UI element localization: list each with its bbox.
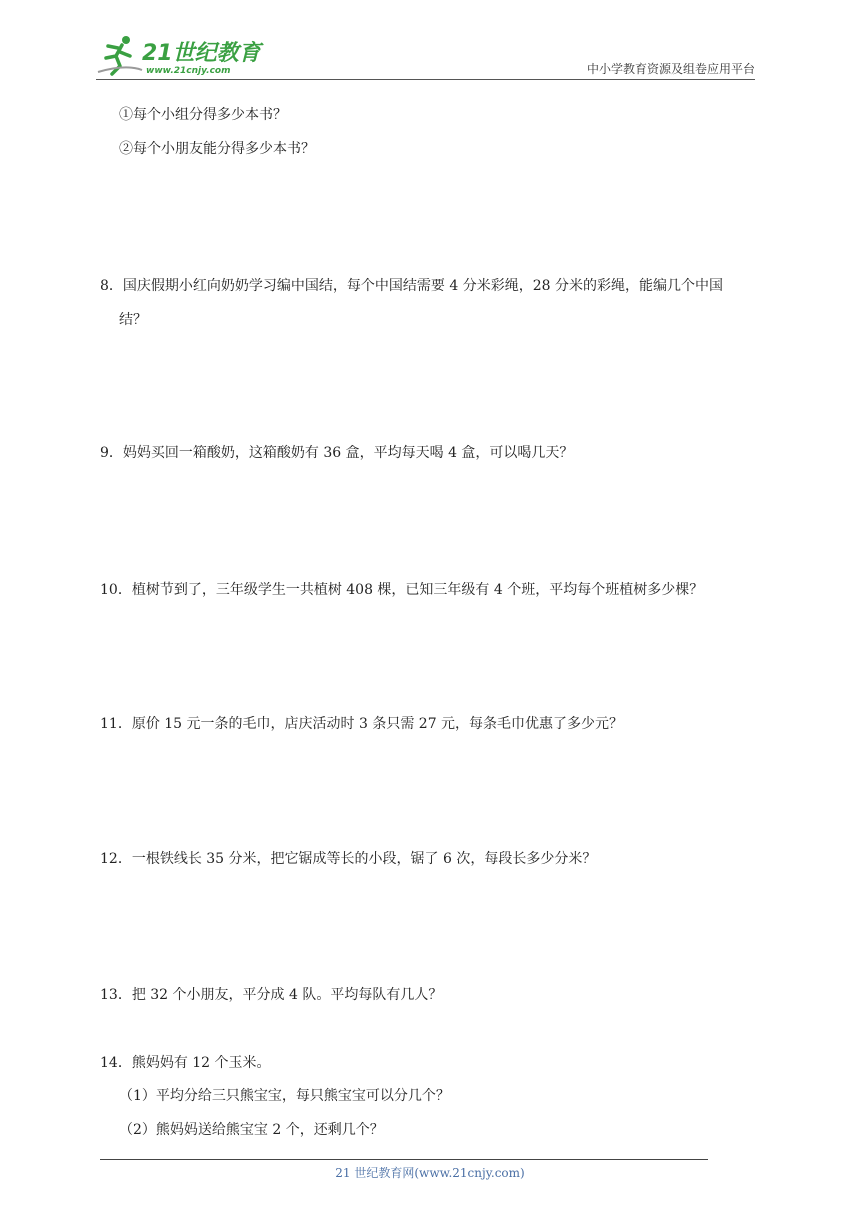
q11: 11．原价 15 元一条的毛巾，店庆活动时 3 条只需 27 元，每条毛巾优惠了多少元？: [100, 716, 624, 732]
logo-text: 21世纪教育: [142, 41, 261, 66]
q7-sub1: ①每个小组分得多少本书？: [119, 107, 287, 123]
running-figure-icon: [98, 36, 142, 74]
q8-line2: 结？: [119, 312, 147, 328]
q10: 10．植树节到了，三年级学生一共植树 408 棵，已知三年级有 4 个班，平均每个班植树多少棵？: [100, 582, 704, 598]
q13: 13．把 32 个小朋友，平分成 4 队。平均每队有几人？: [100, 987, 443, 1003]
q14-sub2: （2）熊妈妈送给熊宝宝 2 个，还剩几个？: [119, 1122, 384, 1138]
header-platform-text: 中小学教育资源及组卷应用平台: [586, 62, 755, 76]
q14-sub1: （1）平均分给三只熊宝宝，每只熊宝宝可以分几个？: [119, 1088, 450, 1104]
q14: 14．熊妈妈有 12 个玉米。: [100, 1055, 271, 1071]
q12: 12．一根铁线长 35 分米，把它锯成等长的小段，锯了 6 次，每段长多少分米？: [100, 851, 597, 867]
footer-link[interactable]: 21 世纪教育网(www.21cnjy.com): [335, 1166, 525, 1180]
site-logo: [96, 34, 266, 78]
logo-url: www.21cnjy.com: [146, 66, 231, 76]
q9: 9．妈妈买回一箱酸奶，这箱酸奶有 36 盒，平均每天喝 4 盒，可以喝几天？: [100, 445, 574, 461]
q7-sub2: ②每个小朋友能分得多少本书？: [119, 141, 315, 157]
footer-divider: [100, 1159, 708, 1160]
q8-line1: 8．国庆假期小红向奶奶学习编中国结，每个中国结需要 4 分米彩绳，28 分米的彩绳，能编几个中国: [100, 278, 723, 294]
header-divider: [96, 79, 755, 80]
